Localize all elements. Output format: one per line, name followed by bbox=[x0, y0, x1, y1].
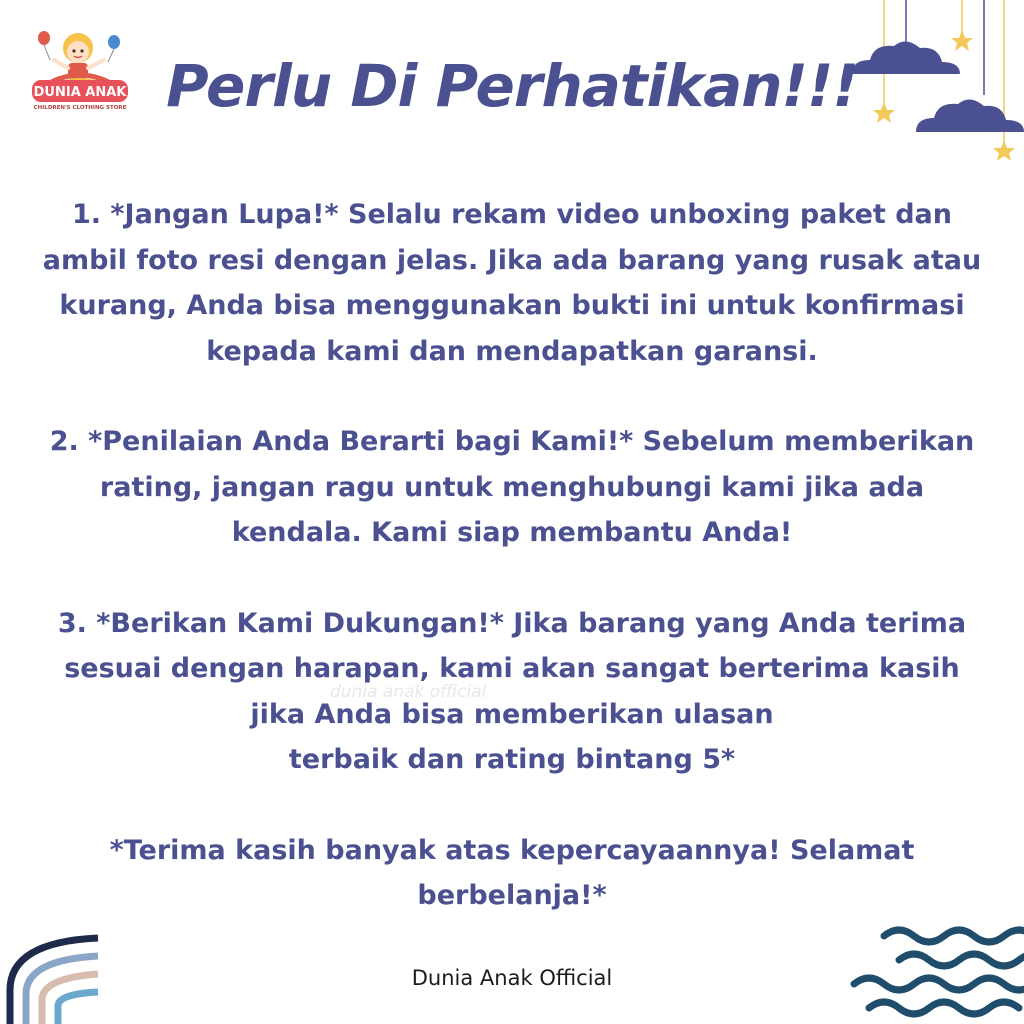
notice-line: 1. *Jangan Lupa!* Selalu rekam video unboxing paket dan bbox=[71, 199, 953, 230]
brand-tagline: CHILDREN'S CLOTHING STORE bbox=[33, 105, 127, 111]
star-icon bbox=[951, 30, 973, 51]
notice-line: sesuai dengan harapan, kami akan sangat berterima kasih bbox=[64, 653, 960, 684]
notice-line: rating, jangan ragu untuk menghubungi kami jika ada bbox=[99, 471, 925, 503]
brand-name: DUNIA ANAK bbox=[33, 85, 127, 100]
wave-icon bbox=[844, 918, 1024, 1024]
notice-item-1 bbox=[30, 192, 994, 374]
watermark: dunia anak official bbox=[330, 682, 487, 702]
balloon-icon bbox=[38, 31, 50, 45]
notice-item-2 bbox=[30, 419, 994, 556]
notice-item-3 bbox=[30, 601, 994, 783]
footer-brand: Dunia Anak Official bbox=[411, 966, 613, 990]
notice-line: jika Anda bisa memberikan ulasan bbox=[250, 698, 774, 730]
balloon-icon bbox=[108, 35, 120, 49]
star-icon bbox=[873, 102, 895, 123]
notice-line: 3. *Berikan Kami Dukungan!* Jika barang yang Anda terima bbox=[57, 607, 967, 639]
notice-line: 2. *Penilaian Anda Berarti bagi Kami!* Sebelum memberikan bbox=[49, 426, 975, 457]
notice-content bbox=[30, 192, 994, 964]
notice-line: ambil foto resi dengan jelas. Jika ada barang yang rusak atau bbox=[42, 244, 982, 276]
page-title: Perlu Di Perhatikan!!! bbox=[166, 52, 858, 120]
notice-line: kendala. Kami siap membantu Anda! bbox=[231, 517, 793, 548]
notice-line: berbelanja!* bbox=[417, 880, 607, 911]
cloud-icon bbox=[852, 41, 960, 74]
thank-you-note bbox=[30, 828, 994, 919]
cloud-icon bbox=[916, 99, 1024, 132]
notice-line: terbaik dan rating bintang 5* bbox=[288, 744, 736, 775]
notice-line: kepada kami dan mendapatkan garansi. bbox=[206, 335, 818, 367]
clouds-stars-decoration bbox=[834, 0, 1024, 175]
notice-line: kurang, Anda bisa menggunakan bukti ini untuk konfirmasi bbox=[59, 290, 965, 321]
star-icon bbox=[993, 140, 1015, 161]
notice-line: *Terima kasih banyak atas kepercayaannya! Selamat bbox=[109, 834, 915, 866]
